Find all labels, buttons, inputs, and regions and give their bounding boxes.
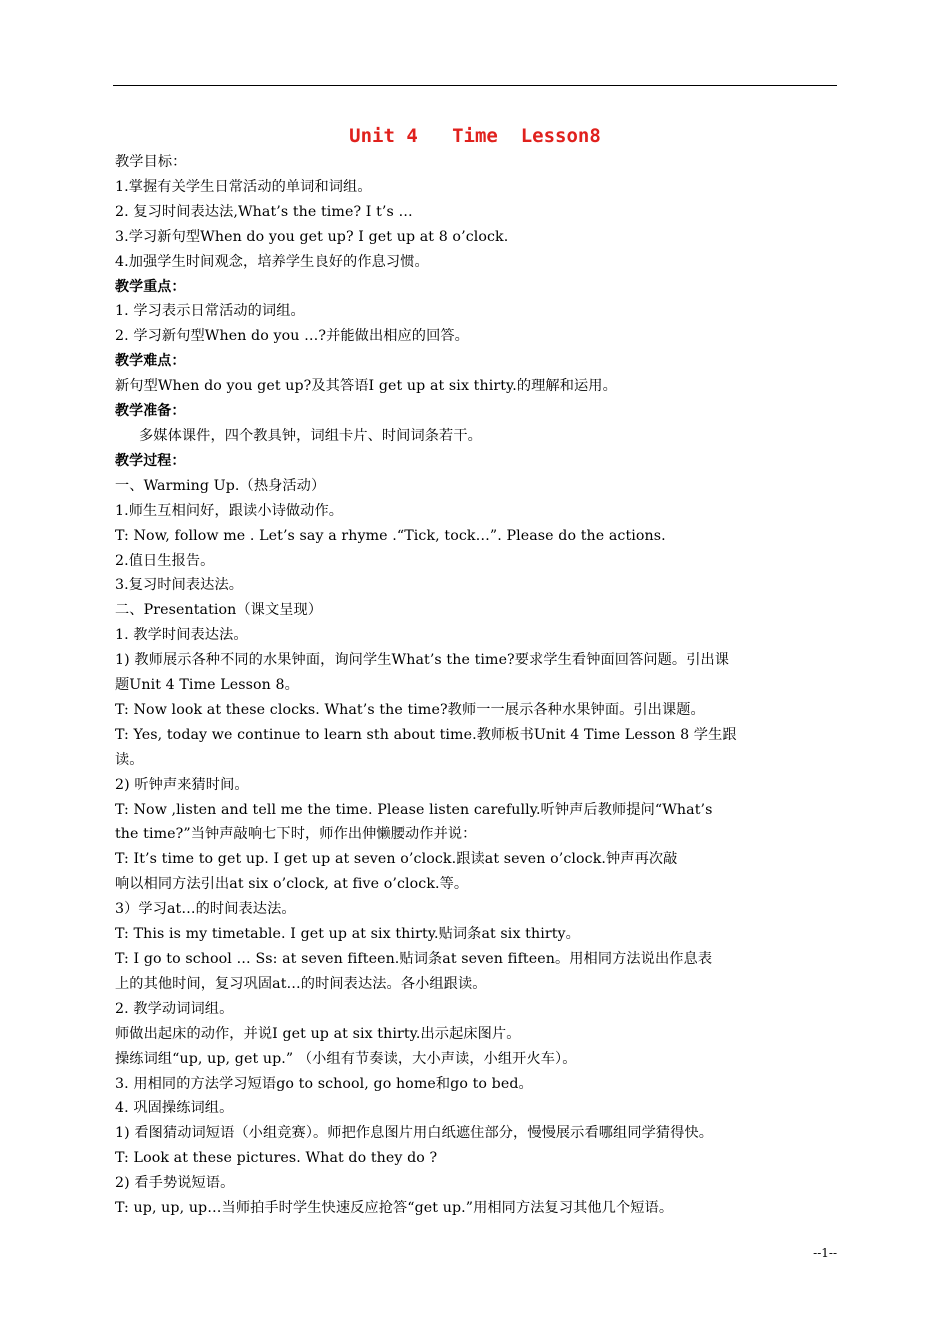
text-line: 读。	[115, 751, 144, 768]
section-heading: 教学过程：	[115, 452, 186, 469]
text-line: 一、Warming Up.（热身活动）	[115, 477, 326, 494]
text-line: 师做出起床的动作，并说I get up at six thirty.出示起床图片。	[115, 1025, 521, 1042]
page-title: Unit 4 Time Lesson8	[349, 125, 601, 147]
text-line: 2. 学习新句型When do you …?并能做出相应的回答。	[115, 328, 469, 345]
text-line: 响以相同方法引出at six o’clock, at five o’clock.等。	[115, 876, 469, 893]
text-line: 3.复习时间表达法。	[115, 577, 244, 594]
text-line: T: Look at these pictures. What do they do ?	[115, 1150, 438, 1167]
section-heading: 教学重点：	[115, 278, 186, 295]
text-line: T: This is my timetable. I get up at six thirty.贴词条at six thirty。	[115, 926, 580, 943]
text-line: T: Now, follow me . Let’s say a rhyme .“Tick, tock…”. Please do the actions.	[115, 527, 666, 544]
text-line: T: It’s time to get up. I get up at seven o’clock.跟读at seven o’clock.钟声再次敲	[115, 851, 678, 868]
text-line: 2) 听钟声来猜时间。	[115, 776, 249, 793]
text-line: T: Now ,listen and tell me the time. Please listen carefully.听钟声后教师提问“What’s	[115, 801, 713, 818]
text-line: 新句型When do you get up?及其答语I get up at six thirty.的理解和运用。	[115, 378, 617, 395]
text-line: 1. 教学时间表达法。	[115, 627, 248, 644]
text-line: 多媒体课件，四个教具钟，词组卡片、时间词条若干。	[139, 427, 482, 444]
text-line: 1) 看图猜动词短语（小组竞赛）。师把作息图片用白纸遮住部分，慢慢展示看哪组同学猜得快。	[115, 1125, 714, 1142]
text-line: T: Yes, today we continue to learn sth about time.教师板书Unit 4 Time Lesson 8 学生跟	[115, 726, 737, 743]
text-line: 1. 学习表示日常活动的词组。	[115, 303, 305, 320]
page-number: --1--	[813, 1246, 837, 1260]
header-rule	[113, 85, 837, 86]
text-line: 3）学习at…的时间表达法。	[115, 901, 296, 918]
text-line: T: Now look at these clocks. What’s the time?教师一一展示各种水果钟面。引出课题。	[115, 701, 705, 718]
text-line: T: I go to school … Ss: at seven fifteen.贴词条at seven fifteen。用相同方法说出作息表	[115, 951, 713, 967]
text-line: 4. 巩固操练词组。	[115, 1100, 234, 1117]
text-line: 2. 教学动词词组。	[115, 1000, 234, 1017]
section-heading: 教学难点：	[115, 353, 186, 370]
text-line: 2. 复习时间表达法,What’s the time? I t’s …	[115, 203, 413, 220]
text-line: 1.掌握有关学生日常活动的单词和词组。	[115, 178, 372, 195]
text-line: T: up, up, up…当师拍手时学生快速反应抢答“get up.”用相同方法复习其他几个短语。	[115, 1200, 674, 1217]
text-line: 1) 教师展示各种不同的水果钟面，询问学生What’s the time?要求学生看钟面回答问题。引出课	[115, 652, 730, 669]
text-line: the time?”当钟声敲响七下时，师作出伸懒腰动作并说：	[115, 826, 477, 843]
text-line: 题Unit 4 Time Lesson 8。	[115, 677, 299, 694]
text-line: 上的其他时间，复习巩固at…的时间表达法。各小组跟读。	[115, 975, 487, 992]
text-line: 教学目标：	[115, 154, 187, 170]
section-heading: 教学准备：	[115, 403, 186, 420]
document-body	[115, 150, 837, 1221]
text-line: 1.师生互相问好，跟读小诗做动作。	[115, 502, 344, 519]
text-line: 2.值日生报告。	[115, 552, 215, 569]
text-line: 操练词组“up, up, get up.” （小组有节奏读，大小声读，小组开火车）。	[115, 1050, 577, 1067]
text-line: 2) 看手势说短语。	[115, 1175, 235, 1192]
text-line: 3.学习新句型When do you get up? I get up at 8 o’clock.	[115, 228, 509, 245]
text-line: 4.加强学生时间观念，培养学生良好的作息习惯。	[115, 253, 429, 270]
text-line: 二、Presentation（课文呈现）	[115, 602, 323, 619]
text-line: 3. 用相同的方法学习短语go to school, go home和go to bed。	[115, 1075, 533, 1092]
